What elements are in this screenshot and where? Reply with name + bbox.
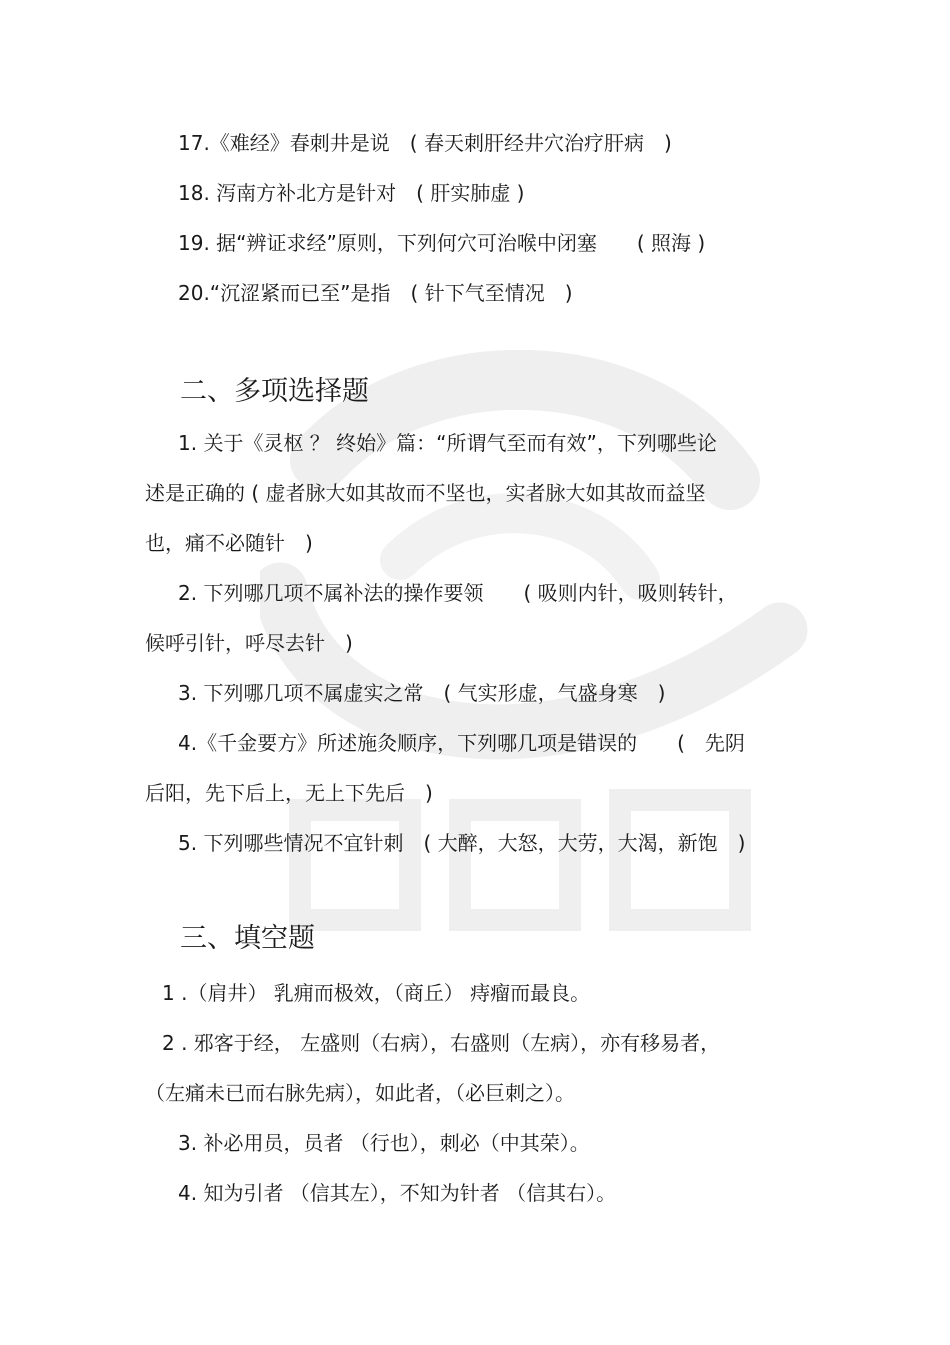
multi-choice-line: 后阳，先下后上，无上下先后 ) — [145, 781, 433, 805]
multi-choice-line: 5. 下列哪些情况不宜针刺 ( 大醉，大怒，大劳，大渴，新饱 ) — [178, 831, 746, 855]
fill-blank-line: 3. 补必用员，员者 （行也），刺必（中其荣）。 — [178, 1131, 590, 1155]
multi-choice-line: 述是正确的 ( 虚者脉大如其故而不坚也，实者脉大如其故而益坚 — [145, 481, 706, 505]
fill-blank-line: （左痛未已而右脉先病），如此者，（必巨刺之）。 — [145, 1081, 575, 1105]
multi-choice-line: 也，痛不必随针 ) — [145, 531, 313, 555]
multi-choice-line: 1. 关于《灵枢 ？ 终始》篇：“所谓气至而有效”，下列哪些论 — [178, 431, 717, 455]
section-heading-fill: 三、填空题 — [180, 923, 315, 954]
multi-choice-line: 4.《千金要方》所述施灸顺序，下列哪几项是错误的 ( 先阴 — [178, 731, 745, 755]
fill-blank-line: 1 .（肩井） 乳痈而极效，（商丘） 痔瘤而最良。 — [162, 981, 591, 1005]
single-choice-item-18: 18. 泻南方补北方是针对 ( 肝实肺虚 ) — [178, 181, 525, 205]
multi-choice-line: 候呼引针，呼尽去针 ) — [145, 631, 353, 655]
fill-blank-line: 4. 知为引者 （信其左），不知为针者 （信其右）。 — [178, 1181, 617, 1205]
section-heading-multi: 二、多项选择题 — [180, 376, 369, 407]
single-choice-item-17: 17.《难经》春刺井是说 ( 春天刺肝经井穴治疗肝病 ) — [178, 131, 672, 155]
single-choice-item-20: 20.“沉涩紧而已至”是指 ( 针下气至情况 ) — [178, 281, 573, 305]
multi-choice-line: 3. 下列哪几项不属虚实之常 ( 气实形虚，气盛身寒 ) — [178, 681, 666, 705]
fill-blank-line: 2 . 邪客于经， 左盛则（右病），右盛则（左病），亦有移易者， — [162, 1031, 721, 1055]
multi-choice-line: 2. 下列哪几项不属补法的操作要领 ( 吸则内针，吸则转针， — [178, 581, 738, 605]
single-choice-item-19: 19. 据“辨证求经”原则，下列何穴可治喉中闭塞 ( 照海 ) — [178, 231, 706, 255]
